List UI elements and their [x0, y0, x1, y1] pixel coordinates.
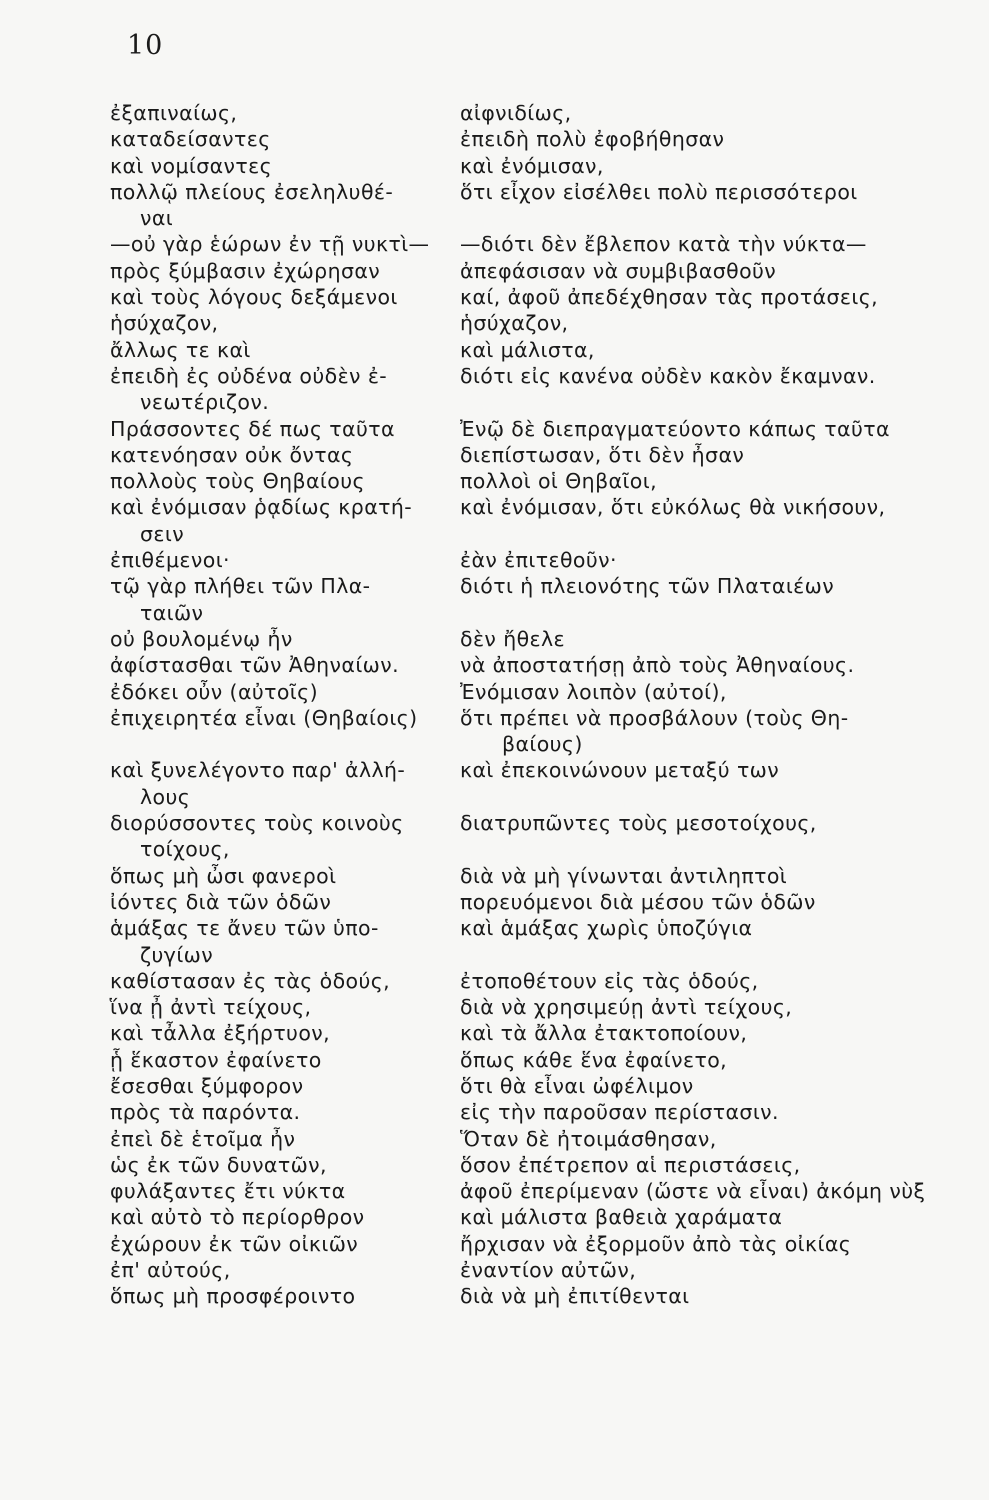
text-line: —οὐ γὰρ ἑώρων ἐν τῇ νυκτὶ— [110, 232, 430, 257]
text-line: καθίστασαν ἐς τὰς ὁδούς, [110, 968, 391, 993]
translation-line: Ἐνόμισαν λοιπὸν (αὐτοί), [460, 679, 727, 704]
translation-line: εἰς τὴν παροῦσαν περίστασιν. [460, 1100, 779, 1125]
text-line: ναι [140, 206, 174, 231]
text-line: καὶ αὐτὸ τὸ περίορθρον [110, 1205, 365, 1230]
text-line: ζυγίων [140, 942, 214, 967]
translation-line [460, 784, 965, 810]
text-line: ἀφίστασθαι τῶν Ἀθηναίων. [110, 653, 399, 678]
translation-line: πολλοὶ οἱ Θηβαῖοι, [460, 469, 657, 494]
text-line: ἐπ' αὐτούς, [110, 1258, 231, 1283]
translation-line [460, 942, 965, 968]
translation-line: ἐτοποθέτουν εἰς τὰς ὁδούς, [460, 968, 759, 993]
text-line: ἄλλως τε καὶ [110, 337, 251, 362]
translation-line: καὶ μάλιστα βαθειὰ χαράματα [460, 1205, 783, 1230]
translation-line: καὶ ἐνόμισαν, [460, 153, 604, 178]
text-line: φυλάξαντες ἔτι νύκτα [110, 1179, 346, 1204]
text-line: τοίχους, [140, 837, 230, 862]
text-line: ὅπως μὴ ὦσι φανεροὶ [110, 863, 337, 888]
translation-line: ὅτι θὰ εἶναι ὠφέλιμον [460, 1073, 694, 1098]
translation-line: καί, ἀφοῦ ἀπεδέχθησαν τὰς προτάσεις, [460, 285, 879, 310]
text-line: καὶ ἐνόμισαν ῥᾳδίως κρατή- [110, 495, 413, 520]
text-line: Πράσσοντες δέ πως ταῦτα [110, 416, 395, 441]
text-line: ταιῶν [140, 600, 204, 625]
text-line: πολλῷ πλείους ἐσεληλυθέ- [110, 179, 394, 204]
translation-line: διὰ νὰ μὴ ἐπιτίθενται [460, 1284, 690, 1309]
text-line: λους [140, 784, 191, 809]
translation-line [460, 205, 965, 231]
text-line: ὅπως μὴ προσφέροιντο [110, 1284, 356, 1309]
text-line: διορύσσοντες τοὺς κοινοὺς [110, 811, 404, 836]
text-line: πρὸς ξύμβασιν ἐχώρησαν [110, 258, 381, 283]
text-line: ἡσύχαζον, [110, 311, 219, 336]
translation-line: αἰφνιδίως, [460, 101, 572, 125]
translation-line [460, 389, 965, 415]
translation-line: ὅτι εἶχον εἰσέλθει πολὺ περισσότεροι [460, 179, 858, 204]
text-line: ἐπιθέμενοι· [110, 548, 230, 573]
text-line: καὶ τἆλλα ἐξήρτυον, [110, 1021, 331, 1046]
text-line: ᾗ ἕκαστον ἐφαίνετο [110, 1047, 322, 1072]
page-number: 10 [127, 30, 164, 61]
translation-line: διὰ νὰ χρησιμεύῃ ἀντὶ τείχους, [460, 995, 793, 1020]
translation-line: ὅπως κάθε ἕνα ἐφαίνετο, [460, 1047, 728, 1072]
translation-line: καὶ μάλιστα, [460, 337, 595, 362]
text-line: ἔσεσθαι ξύμφορον [110, 1073, 304, 1098]
translation-line: ὅτι πρέπει νὰ προσβάλουν (τοὺς Θη- [460, 705, 849, 730]
text-line: ἐπειδὴ ἐς οὐδένα οὐδὲν ἐ- [110, 363, 388, 388]
translation-line: καὶ ἁμάξας χωρὶς ὑποζύγια [460, 916, 753, 941]
translation-line: διότι ἡ πλειονότης τῶν Πλαταιέων [460, 574, 835, 599]
translation-line: καὶ ἐνόμισαν, ὅτι εὐκόλως θὰ νικήσουν, [460, 495, 886, 520]
translation-line: Ἐνῷ δὲ διεπραγματεύοντο κάπως ταῦτα [460, 416, 890, 441]
translation-line: ἀπεφάσισαν νὰ συμβιβασθοῦν [460, 258, 777, 283]
translation-line: διεπίστωσαν, ὅτι δὲν ἦσαν [460, 442, 745, 467]
translation-line: Ὅταν δὲ ἠτοιμάσθησαν, [460, 1126, 717, 1151]
text-line: καταδείσαντες [110, 127, 271, 152]
translation-line: ἐὰν ἐπιτεθοῦν· [460, 548, 617, 573]
translation-line: —διότι δὲν ἔβλεπον κατὰ τὴν νύκτα— [460, 232, 867, 257]
translation-line [460, 836, 965, 862]
translation-line: πορευόμενοι διὰ μέσου τῶν ὁδῶν [460, 889, 816, 914]
translation-line: ἐναντίον αὐτῶν, [460, 1258, 637, 1283]
translation-line: δὲν ἤθελε [460, 626, 566, 651]
text-line: τῷ γὰρ πλήθει τῶν Πλα- [110, 574, 371, 599]
text-line: σειν [140, 521, 185, 546]
text-line: καὶ ξυνελέγοντο παρ' ἀλλή- [110, 758, 406, 783]
text-line: πρὸς τὰ παρόντα. [110, 1100, 301, 1125]
translation-line: διότι εἰς κανένα οὐδὲν κακὸν ἔκαμναν. [460, 363, 876, 388]
text-line: ἁμάξας τε ἄνευ τῶν ὑπο- [110, 916, 379, 941]
text-line: ἐξαπιναίως, [110, 101, 238, 125]
text-line: νεωτέριζον. [140, 390, 270, 415]
modern-greek-translation-column [460, 100, 965, 1310]
translation-line: νὰ ἀποστατήσῃ ἀπὸ τοὺς Ἀθηναίους. [460, 653, 855, 678]
text-line: καὶ τοὺς λόγους δεξάμενοι [110, 285, 398, 310]
text-line: κατενόησαν οὐκ ὄντας [110, 442, 354, 467]
translation-line: διὰ νὰ μὴ γίνωνται ἀντιληπτοὶ [460, 863, 788, 888]
translation-line [460, 521, 965, 547]
translation-line: βαίους) [502, 732, 583, 757]
text-line: ἐχώρουν ἐκ τῶν οἰκιῶν [110, 1231, 359, 1256]
text-line: ἐδόκει οὖν (αὐτοῖς) [110, 679, 318, 704]
translation-line [460, 600, 965, 626]
translation-line: καὶ ἐπεκοινώνουν μεταξύ των [460, 758, 780, 783]
text-line: καὶ νομίσαντες [110, 153, 273, 178]
translation-line: ἐπειδὴ πολὺ ἐφοβήθησαν [460, 127, 725, 152]
text-line [110, 731, 455, 757]
translation-line: ἀφοῦ ἐπερίμεναν (ὥστε νὰ εἶναι) ἀκόμη νὺξ [460, 1179, 926, 1204]
text-line: οὐ βουλομένῳ ἦν [110, 626, 293, 651]
text-line: ἐπιχειρητέα εἶναι (Θηβαίοις) [110, 705, 418, 730]
text-line: ἰόντες διὰ τῶν ὁδῶν [110, 889, 332, 914]
translation-line: καὶ τὰ ἄλλα ἐτακτοποίουν, [460, 1021, 748, 1046]
text-line: ἐπεὶ δὲ ἑτοῖμα ἦν [110, 1126, 296, 1151]
translation-line: ὅσον ἐπέτρεπον αἱ περιστάσεις, [460, 1152, 801, 1177]
ancient-greek-column [110, 100, 455, 1310]
translation-line: ἤρχισαν νὰ ἐξορμοῦν ἀπὸ τὰς οἰκίας [460, 1231, 852, 1256]
text-line: ὡς ἐκ τῶν δυνατῶν, [110, 1152, 327, 1177]
translation-line: διατρυπῶντες τοὺς μεσοτοίχους, [460, 811, 817, 836]
translation-line: ἡσύχαζον, [460, 311, 569, 336]
text-line: ἵνα ᾖ ἀντὶ τείχους, [110, 995, 312, 1020]
text-line: πολλοὺς τοὺς Θηβαίους [110, 469, 365, 494]
